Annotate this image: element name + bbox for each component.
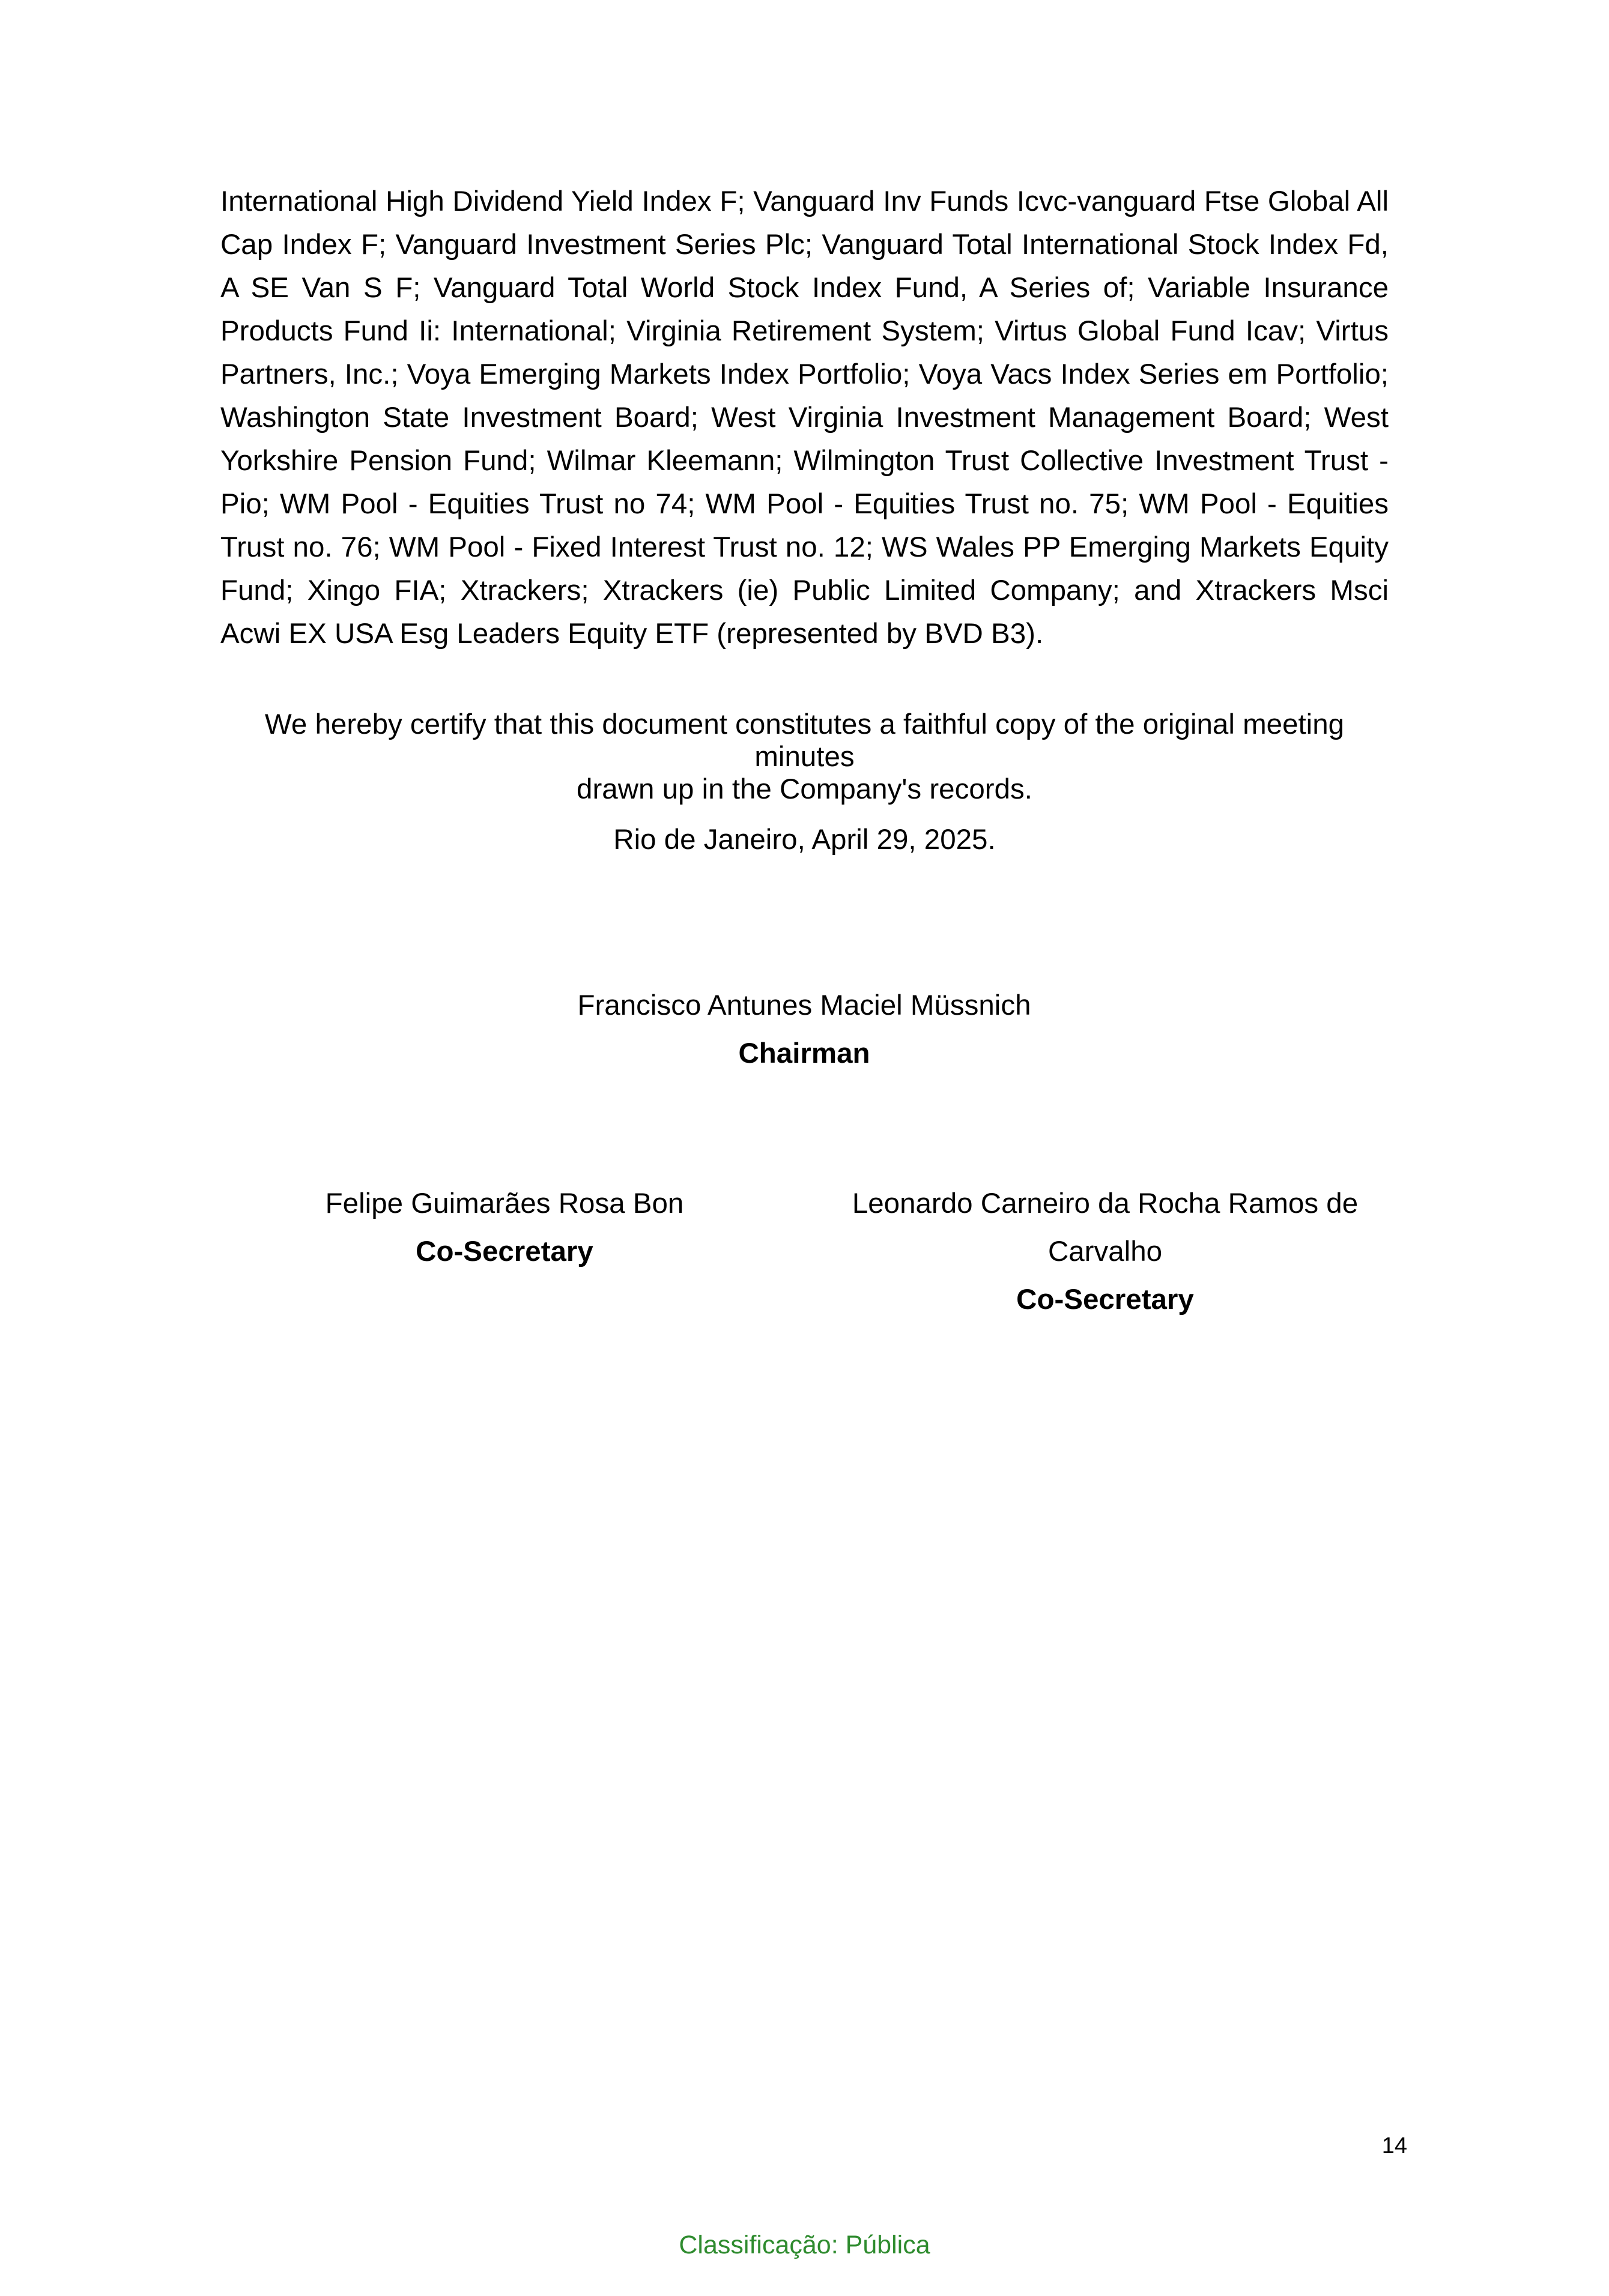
certification-line-2: drawn up in the Company's records. (577, 773, 1032, 805)
place-date: Rio de Janeiro, April 29, 2025. (613, 824, 996, 856)
body-paragraph: International High Dividend Yield Index F; Vanguard Inv Funds Icvc-vanguard Ftse Global All Cap Index F; Vanguard Investment Series Plc; Vanguard Total International Stock Index Fd, A SE Van S F; Vanguard Total World Stock Index Fund, A Series of; Variable Insurance Products Fund Ii: International; Virginia Retirement System; Virtus Global Fund Icav; Virtus Partners, Inc.; Voya Emerging Markets Index Portfolio; Voya Vacs Index Series em Portfolio; Washington State Investment Board; West Virginia Investment Management Board; West Yorkshire Pension Fund; Wilmar Kleemann; Wilmington Trust Collective Investment Trust - Pio; WM Pool - Equities Trust no 74; WM Pool - Equities Trust no. 75; WM Pool - Equities Trust no. 76; WM Pool - Fixed Interest Trust no. 12; WS Wales PP Emerging Markets Equity Fund; Xingo FIA; Xtrackers; Xtrackers (ie) Public Limited Company; and Xtrackers Msci Acwi EX USA Esg Leaders Equity ETF (represented by BVD B3). (220, 186, 1389, 650)
page-number: 14 (1381, 2133, 1407, 2159)
chairman-name: Francisco Antunes Maciel Müssnich (577, 989, 1031, 1021)
chairman-signature-block (504, 982, 1104, 1078)
co-secretary-2-name-line-1: Leonardo Carneiro da Rocha Ramos de (852, 1188, 1359, 1219)
co-secretary-2-signature-block (841, 1180, 1369, 1324)
co-secretary-1-signature-block (264, 1180, 745, 1276)
co-secretary-2-title: Co-Secretary (1016, 1284, 1194, 1316)
certification-line-1: We hereby certify that this document constitutes a faithful copy of the original meeting minutes (264, 708, 1345, 773)
certification-statement (220, 708, 1389, 806)
co-secretary-1-title: Co-Secretary (416, 1236, 593, 1267)
co-secretary-2-name-line-2: Carvalho (1047, 1236, 1163, 1267)
chairman-title: Chairman (738, 1038, 870, 1069)
co-secretary-1-name: Felipe Guimarães Rosa Bon (325, 1188, 684, 1219)
classification-label: Classificação: Pública (679, 2231, 930, 2259)
